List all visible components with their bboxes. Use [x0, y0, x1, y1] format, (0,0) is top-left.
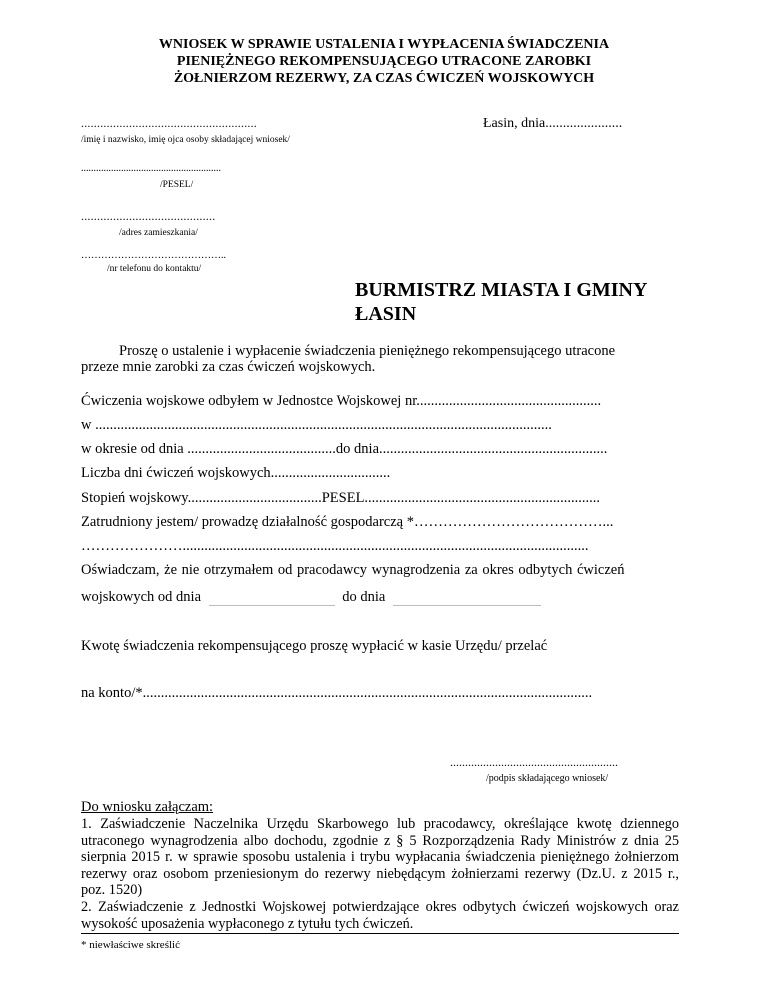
footnote-divider [81, 933, 679, 934]
unit-field[interactable]: Ćwiczenia wojskowe odbyłem w Jednostce Wojskowej nr................................................... [81, 393, 602, 409]
place-date-field[interactable]: Łasin, dnia...................... [483, 116, 623, 131]
statement-from-label: wojskowych od dnia [81, 589, 202, 605]
form-title-line-2: PIENIĘŻNEGO REKOMPENSUJĄCEGO UTRACONE ZAROBKI [176, 54, 592, 69]
name-field[interactable]: ....................................................... [81, 116, 257, 130]
address-hint: /adres zamieszkania/ [119, 228, 198, 238]
statement-line-2 [81, 589, 541, 606]
addressee-line-1: BURMISTRZ MIASTA I GMINY [355, 279, 648, 301]
pesel-field[interactable]: ........................................................ [81, 163, 221, 174]
phone-field[interactable]: …………………………………….. [81, 250, 226, 261]
signature-field[interactable]: ........................................................ [450, 755, 618, 769]
attachment-item-1: 1. Zaświadczenie Naczelnika Urzędu Skarbowego lub pracodawcy, określające kwotę dziennego utraconego wynagrodzenia albo dochodu, zgodnie z § 5 Rozporządzenia Rady Ministrów z dnia 25 sierpnia 2015 r. w sprawie sposobu ustalenia i trybu wypłacania świadczenia pieniężnego żołnierzom rezerwy oraz osobom przeniesionym do rezerwy niebędącym żołnierzami rezerwy (Dz.U. z 2015 r., poz. 1520) [81, 816, 679, 899]
location-field[interactable]: w .............................................................................................................................. [81, 417, 552, 433]
attachment-item-2: 2. Zaświadczenie z Jednostki Wojskowej potwierdzające okres odbytych ćwiczeń wojskowych oraz wysokość uposażenia wypłaconego z tytułu tych ćwiczeń. [81, 899, 679, 932]
payout-line: Kwotę świadczenia rekompensującego proszę wypłacić w kasie Urzędu/ przelać [81, 638, 548, 654]
statement-line-1: Oświadczam, że nie otrzymałem od pracodawcy wynagrodzenia za okres odbytych ćwiczeń [81, 562, 625, 578]
rank-pesel-field[interactable]: Stopień wojskowy.....................................PESEL................................................................. [81, 490, 601, 506]
form-title-line-1: WNIOSEK W SPRAWIE USTALENIA I WYPŁACENIA ŚWIADCZENIA [158, 37, 610, 52]
phone-hint: /nr telefonu do kontaktu/ [107, 264, 202, 274]
name-hint: /imię i nazwisko, imię ojca osoby składającej wniosek/ [81, 135, 290, 145]
employment-continued-field[interactable]: …………………................................................................................................................ [81, 538, 589, 554]
statement-to-label: do dnia [342, 589, 386, 605]
days-field[interactable]: Liczba dni ćwiczeń wojskowych................................. [81, 465, 391, 481]
attachments-heading: Do wniosku załączam: [81, 799, 214, 815]
signature-hint: /podpis składającego wniosek/ [486, 773, 609, 784]
pesel-hint: /PESEL/ [160, 180, 194, 190]
addressee-line-2: ŁASIN [355, 303, 417, 325]
employment-field[interactable]: Zatrudniony jestem/ prowadzę działalność gospodarczą *…………………………………... [81, 514, 614, 530]
statement-to-input[interactable] [393, 591, 541, 606]
request-line-1: Proszę o ustalenie i wypłacenie świadczenia pieniężnego rekompensującego utracone [119, 343, 616, 359]
period-field[interactable]: w okresie od dnia .........................................do dnia............................................................... [81, 441, 608, 457]
statement-from-input[interactable] [209, 591, 335, 606]
address-field[interactable]: .......................................... [81, 209, 216, 223]
form-title-line-3: ŻOŁNIERZOM REZERWY, ZA CZAS ĆWICZEŃ WOJSKOWYCH [173, 71, 595, 86]
footnote: * niewłaściwe skreślić [81, 939, 180, 951]
request-line-2: przeze mnie zarobki za czas ćwiczeń wojskowych. [81, 359, 376, 375]
account-field[interactable]: na konto/*............................................................................................................................ [81, 685, 593, 701]
